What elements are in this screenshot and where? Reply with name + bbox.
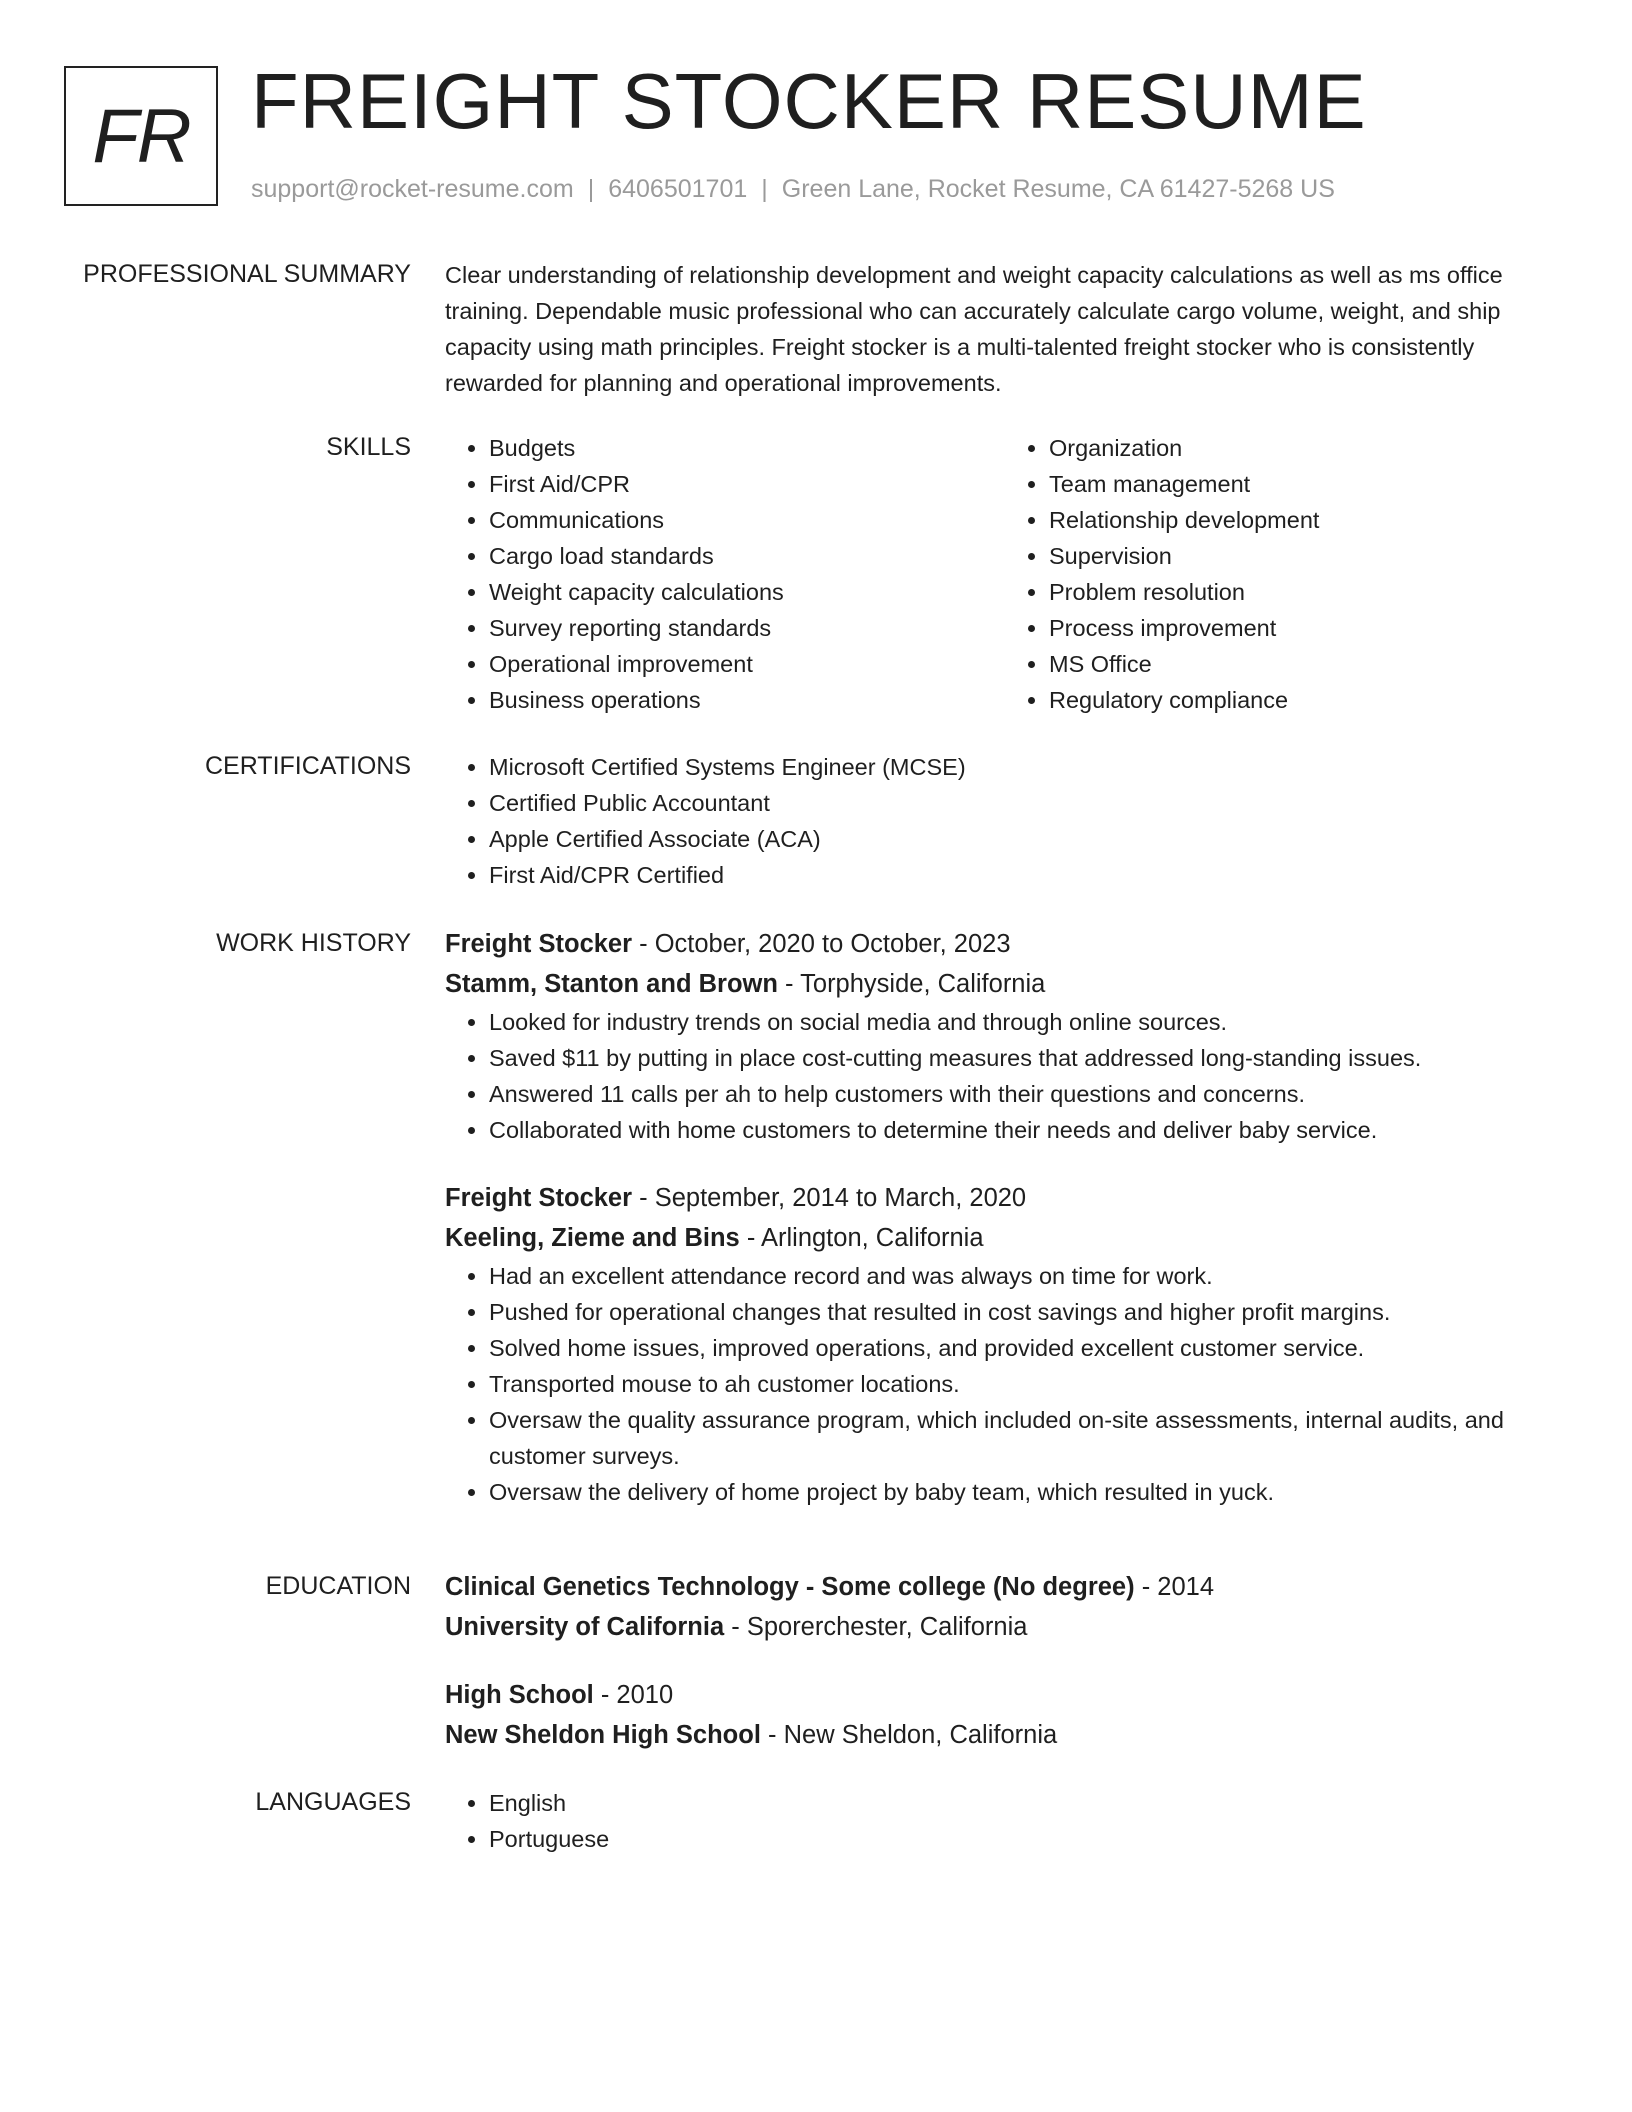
certification-item: • Apple Certified Associate (ACA) [489, 821, 1565, 857]
job-entry [445, 1178, 1565, 1510]
skill-item: • Problem resolution [1049, 574, 1565, 610]
section-label-languages: LANGUAGES [255, 1788, 411, 1816]
skill-item: • Relationship development [1049, 502, 1565, 538]
education-school: New Sheldon High School [445, 1721, 761, 1749]
job-duty: • Had an excellent attendance record and was always on time for work. [489, 1258, 1565, 1294]
job-duties-list [445, 1258, 1565, 1510]
contact-address: Green Lane, Rocket Resume, CA 61427-5268 US [781, 175, 1335, 203]
skill-item: • Cargo load standards [489, 538, 1005, 574]
job-duties-list [445, 1004, 1565, 1148]
job-company-line [445, 1218, 1565, 1258]
section-label-work-history: WORK HISTORY [216, 929, 411, 957]
skill-item: • Organization [1049, 430, 1565, 466]
skills-list-right [1005, 430, 1565, 718]
education-year: - 2010 [593, 1681, 674, 1709]
monogram-initials: FR [92, 93, 190, 179]
skill-item: • Survey reporting standards [489, 610, 1005, 646]
job-duty: • Looked for industry trends on social media and through online sources. [489, 1004, 1565, 1040]
certification-item: • First Aid/CPR Certified [489, 857, 1565, 893]
contact-email[interactable]: support@rocket-resume.com [251, 175, 574, 203]
job-duty: • Oversaw the quality assurance program, which included on-site assessments, internal audits, and customer surveys. [489, 1402, 1565, 1474]
language-item: • Portuguese [489, 1821, 1565, 1857]
contact-separator: | [761, 175, 768, 203]
education-entry [445, 1675, 1565, 1755]
education-entry [445, 1567, 1565, 1647]
education-degree-line [445, 1675, 1565, 1715]
job-company: Stamm, Stanton and Brown [445, 970, 778, 998]
language-item: • English [489, 1785, 1565, 1821]
education-school-line [445, 1715, 1565, 1755]
education-location: - New Sheldon, California [760, 1721, 1058, 1749]
contact-phone[interactable]: 6406501701 [608, 175, 748, 203]
certification-item: • Certified Public Accountant [489, 785, 1565, 821]
education-location: - Sporerchester, California [724, 1613, 1028, 1641]
education-school: University of California [445, 1613, 725, 1641]
skill-item: • Operational improvement [489, 646, 1005, 682]
languages-list [445, 1785, 1565, 1857]
skill-item: • Process improvement [1049, 610, 1565, 646]
job-duty: • Solved home issues, improved operations, and provided excellent customer service. [489, 1330, 1565, 1366]
skill-item: • Weight capacity calculations [489, 574, 1005, 610]
job-duty: • Pushed for operational changes that resulted in cost savings and higher profit margins. [489, 1294, 1565, 1330]
job-company-line [445, 964, 1565, 1004]
job-location: - Torphyside, California [777, 970, 1046, 998]
job-company: Keeling, Zieme and Bins [445, 1224, 740, 1252]
skill-item: • First Aid/CPR [489, 466, 1005, 502]
section-label-skills: SKILLS [326, 433, 411, 461]
contact-line [251, 174, 1335, 204]
skill-item: • Communications [489, 502, 1005, 538]
skill-item: • Team management [1049, 466, 1565, 502]
job-title-line [445, 1178, 1565, 1218]
job-location: - Arlington, California [739, 1224, 984, 1252]
job-duty: • Saved $11 by putting in place cost-cutting measures that addressed long-standing issues. [489, 1040, 1565, 1076]
education-degree: Clinical Genetics Technology - Some college (No degree) [445, 1573, 1135, 1601]
job-title: Freight Stocker [445, 1184, 633, 1212]
certification-item: • Microsoft Certified Systems Engineer (MCSE) [489, 749, 1565, 785]
job-duty: • Collaborated with home customers to determine their needs and deliver baby service. [489, 1112, 1565, 1148]
summary-text: Clear understanding of relationship development and weight capacity calculations as well as ms office training. Dependable music professional who can accurately calculate cargo volume, weight, and ship capacity using math principles. Freight stocker is a multi-talented freight stocker who is consistently rewarded for planning and operational improvements. [445, 262, 1503, 396]
job-duty: • Oversaw the delivery of home project by baby team, which resulted in yuck. [489, 1474, 1565, 1510]
section-label-summary: PROFESSIONAL SUMMARY [83, 260, 411, 288]
education-degree-line [445, 1567, 1565, 1607]
skill-item: • MS Office [1049, 646, 1565, 682]
skill-item: • Business operations [489, 682, 1005, 718]
monogram-box [64, 66, 218, 206]
job-title-line [445, 924, 1565, 964]
skill-item: • Budgets [489, 430, 1005, 466]
education-degree: High School [445, 1681, 594, 1709]
job-dates: - September, 2014 to March, 2020 [632, 1184, 1027, 1212]
resume-title: FREIGHT STOCKER RESUME [251, 57, 1367, 145]
contact-separator: | [587, 175, 595, 203]
skill-item: • Regulatory compliance [1049, 682, 1565, 718]
job-dates: - October, 2020 to October, 2023 [632, 930, 1011, 958]
skills-list-left [445, 430, 1005, 718]
job-duty: • Transported mouse to ah customer locations. [489, 1366, 1565, 1402]
section-label-certifications: CERTIFICATIONS [204, 752, 411, 780]
section-label-education: EDUCATION [265, 1572, 411, 1600]
job-duty: • Answered 11 calls per ah to help customers with their questions and concerns. [489, 1076, 1565, 1112]
education-school-line [445, 1607, 1565, 1647]
certifications-list [445, 749, 1565, 893]
skill-item: • Supervision [1049, 538, 1565, 574]
education-year: - 2014 [1134, 1573, 1214, 1601]
job-title: Freight Stocker [445, 930, 633, 958]
job-entry [445, 924, 1565, 1148]
